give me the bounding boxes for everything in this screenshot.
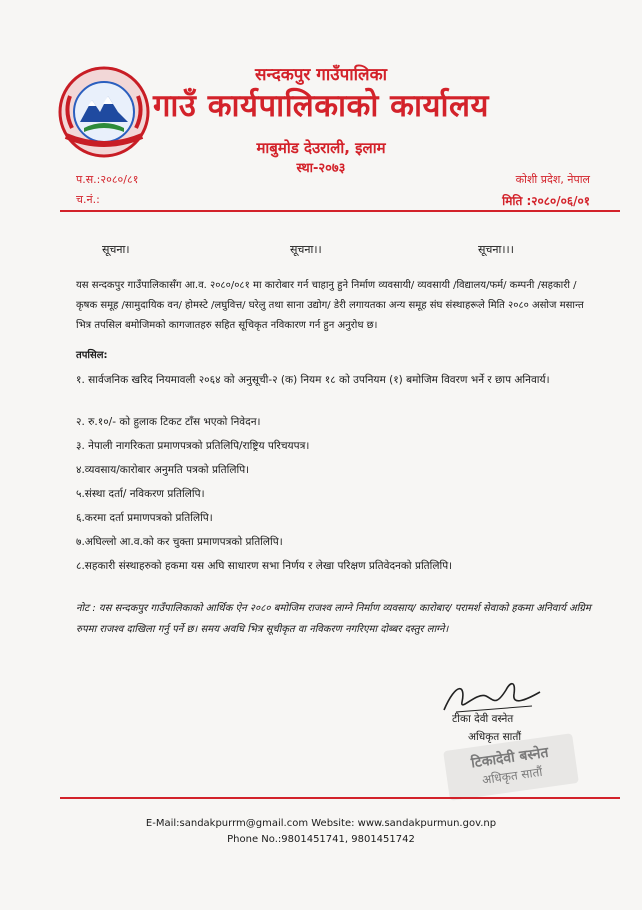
list-title: तपसिल: [76,350,108,361]
notice-heading-3: सूचना।।। [478,243,514,256]
organization-name: सन्दकपुर गाउँपालिका [254,65,388,85]
signatory-title: अधिकृत सातौं [468,731,522,743]
notice-heading-1: सूचना। [102,243,130,256]
note-paragraph: नोट : यस सन्दकपुर गाउँपालिकाको आर्थिक ऐन २०८० बमोजिम राजश्व लाग्ने निर्माण व्यवसाय/ कारोबार/ परामर्श सेवाको हकमा अनिवार्य अग्रिम रुपमा राजश्व दाखिला गर्नु पर्ने छ। समय अवधि भित्र सूचीकृत वा नविकरण नगरिएमा दोब्बर दस्तुर लाग्ने। [76,603,591,635]
list-item: ८.सहकारी संस्थाहरुको हकमा यस अघि साधारण सभा निर्णय र लेखा परिक्षण प्रतिवेदनको प्रतिलिपि। [76,560,453,572]
header-divider [60,210,620,212]
list-item: ५.संस्था दर्ता/ नविकरण प्रतिलिपि। [76,488,205,500]
signatory-name: टीका देवी वस्नेत [452,713,514,725]
office-address: माबुमोड देउराली, इलाम [256,139,386,157]
list-item: ४.व्यवसाय/कारोबार अनुमति पत्रको प्रतिलिपि। [76,464,250,476]
list-item: ३. नेपाली नागरिकता प्रमाणपत्रको प्रतिलिपि/राष्ट्रिय परिचयपत्र। [76,440,310,452]
list-item: ६.करमा दर्ता प्रमाणपत्रको प्रतिलिपि। [76,512,213,524]
established-year: स्था-२०७३ [296,161,346,176]
list-item: ७.अघिल्लो आ.व.को कर चुक्ता प्रमाणपत्रको प्रतिलिपि। [76,536,283,548]
list-item: १. सार्वजनिक खरिद नियमावली २०६४ को अनुसूची-२ (क) नियम १८ को उपनियम (१) बमोजिम विवरण भर्ने र छाप अनिवार्य। [76,374,550,386]
footer-contact-phone: Phone No.:9801451741, 9801451742 [227,834,415,845]
footer-divider [60,797,620,799]
list-item: २. रु.१०/- को हुलाक टिकट टाँस भएको निवेदन। [76,416,261,428]
footer-contact-email: E-Mail:sandakpurrm@gmail.com Website: www.sandakpurmun.gov.np [145,818,497,829]
intro-paragraph: यस सन्दकपुर गाउँपालिकासँग आ.व. २०८०/०८१ मा कारोबार गर्न चाहानु हुने निर्माण व्यवसायी/ व्यवसायी /विद्यालय/फर्म/ कम्पनी /सहकारी /कृषक समूह /सामुदायिक वन/ होमस्टे /लघुवित्त/ घरेलु तथा साना उद्योग/ डेरी लगायतका अन्य समूह संघ संस्थाहरूले मिति २०८० असोज मसान्त भित्र तपसिल बमोजिमको कागजातहरु सहित सूचिकृत नविकारण गर्न हुन अनुरोध छ। [76,280,584,331]
stamp-title: अधिकृत सातौं [481,764,544,788]
reference-number: प.स.:२०८०/८१ [76,173,139,186]
office-title: गाउँ कार्यपालिकाको कार्यालय [152,88,490,124]
province-label: कोशी प्रदेश, नेपाल [515,173,590,186]
official-name-stamp [443,733,579,801]
letter-date: मिति :२०८०/०६/०१ [502,194,590,208]
stamp-name: टिकादेवी बस्नेत [470,744,550,772]
dispatch-number: च.नं.: [76,193,100,206]
notice-heading-2: सूचना।। [290,243,322,256]
